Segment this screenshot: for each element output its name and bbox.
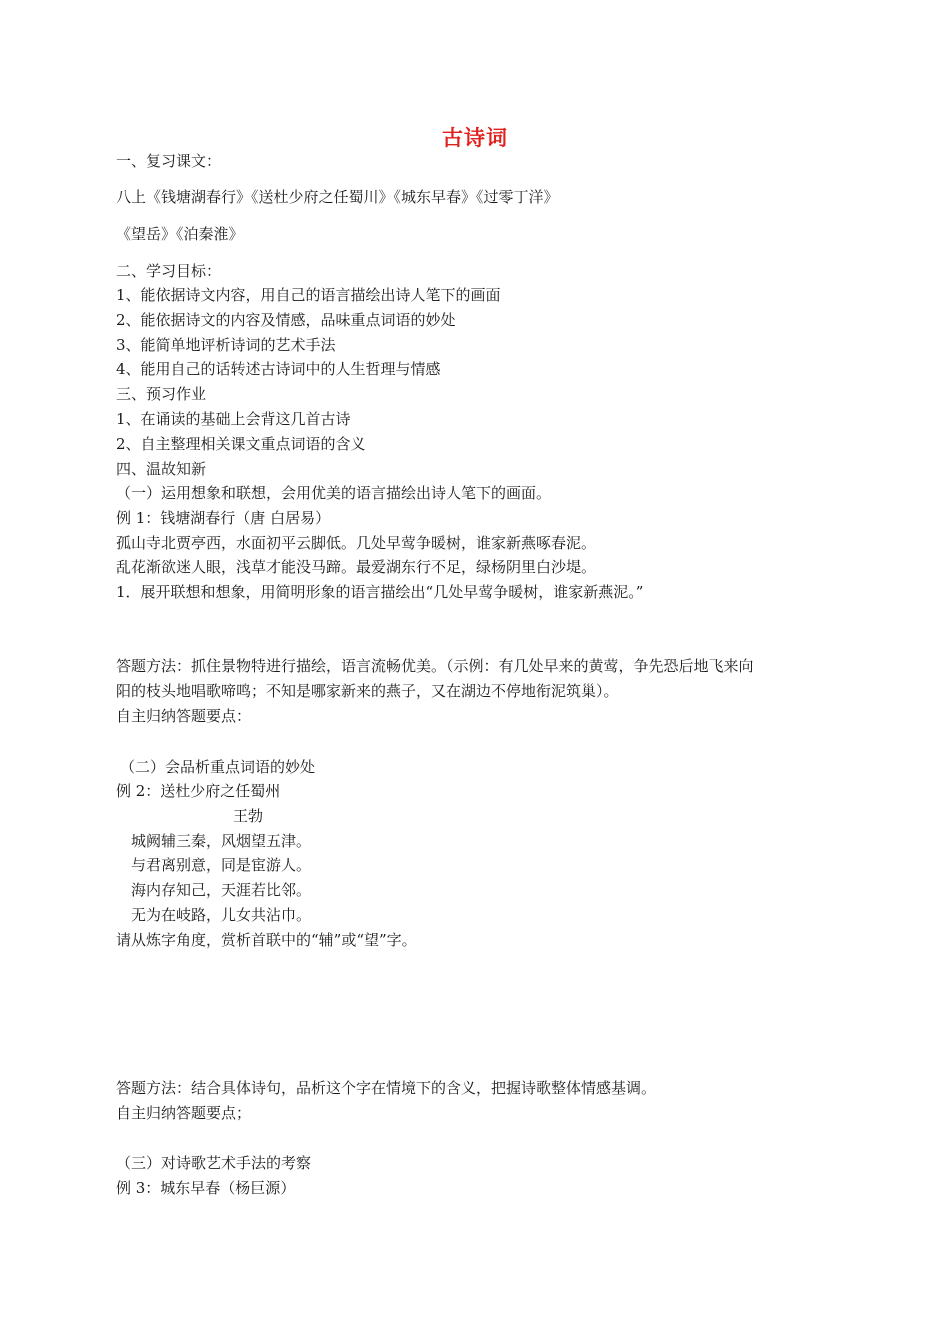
review-list-line-1: 八上《钱塘湖春行》《送杜少府之任蜀川》《城东早春》《过零丁洋》	[116, 188, 559, 206]
part-1-heading: （一）运用想象和联想，会用优美的语言描绘出诗人笔下的画面。	[116, 484, 552, 502]
example-2-poem-line-4: 无为在岐路，儿女共沾巾。	[131, 906, 312, 924]
section-2-heading: 二、学习目标：	[116, 262, 222, 280]
example-2-method: 答题方法：结合具体诗句，品析这个字在情境下的含义，把握诗歌整体情感基调。	[116, 1079, 657, 1097]
part-2-heading: （二）会品析重点词语的妙处	[120, 758, 316, 776]
example-1-poem-line-2: 乱花渐欲迷人眼，浅草才能没马蹄。最爱湖东行不足，绿杨阴里白沙堤。	[116, 558, 597, 576]
example-1-question: 1．展开联想和想象，用简明形象的语言描绘出“几处早莺争暖树，谁家新燕泥。”	[116, 583, 644, 601]
section-4-heading: 四、温故知新	[116, 460, 207, 478]
goal-item-1: 1、能依据诗文内容，用自己的语言描绘出诗人笔下的画面	[116, 286, 501, 304]
part-3-heading: （三）对诗歌艺术手法的考察	[116, 1154, 312, 1172]
example-1-method-line-2: 阳的枝头地唱歌啼鸣；不知是哪家新来的燕子，又在湖边不停地衔泥筑巢）。	[116, 682, 619, 700]
prep-item-2: 2、自主整理相关课文重点词语的含义	[116, 435, 366, 453]
example-2-summary-prompt: 自主归纳答题要点；	[116, 1104, 252, 1122]
review-list-line-2: 《望岳》《泊秦淮》	[116, 225, 244, 243]
example-2-author: 王勃	[233, 807, 264, 825]
example-3-title: 例 3：城东早春（杨巨源）	[116, 1179, 296, 1197]
example-2-title: 例 2：送杜少府之任蜀州	[116, 782, 281, 800]
section-1-heading: 一、复习课文：	[116, 152, 222, 170]
example-2-poem-line-3: 海内存知己，天涯若比邻。	[131, 881, 312, 899]
section-3-heading: 三、预习作业	[116, 385, 207, 403]
example-1-title: 例 1：钱塘湖春行（唐 白居易）	[116, 509, 331, 527]
example-2-poem-line-2: 与君离别意，同是宦游人。	[131, 856, 312, 874]
example-1-summary-prompt: 自主归纳答题要点：	[116, 707, 252, 725]
example-2-poem-line-1: 城阙辅三秦，风烟望五津。	[131, 832, 312, 850]
goal-item-2: 2、能依据诗文的内容及情感，品味重点词语的妙处	[116, 311, 456, 329]
goal-item-4: 4、能用自己的话转述古诗词中的人生哲理与情感	[116, 360, 441, 378]
example-1-poem-line-1: 孤山寺北贾亭西，水面初平云脚低。几处早莺争暖树，谁家新燕啄春泥。	[116, 534, 597, 552]
prep-item-1: 1、在诵读的基础上会背这几首古诗	[116, 410, 351, 428]
example-2-question: 请从炼字角度，赏析首联中的“辅”或“望”字。	[116, 931, 417, 949]
example-1-method-line-1: 答题方法：抓住景物特进行描绘，语言流畅优美。（示例：有几处早来的黄莺，争先恐后地飞来向	[116, 657, 754, 675]
page-title: 古诗词	[442, 126, 508, 150]
goal-item-3: 3、能简单地评析诗词的艺术手法	[116, 336, 336, 354]
